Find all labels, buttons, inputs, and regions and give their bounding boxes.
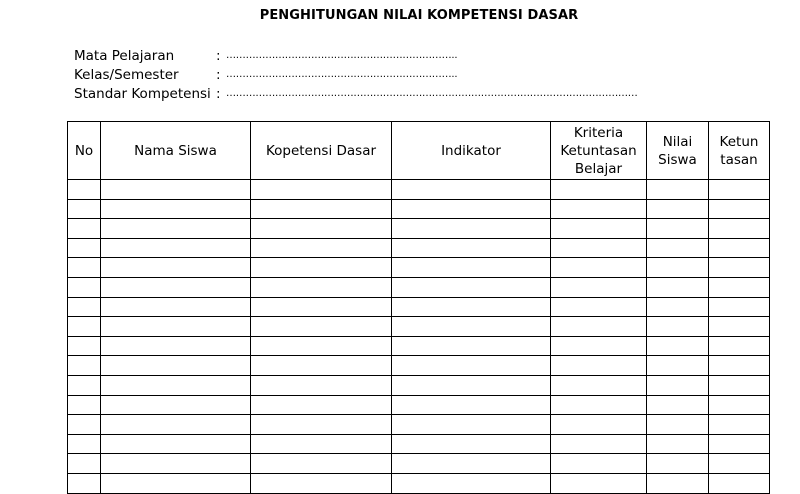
header-kkb-line-1: Kriteria [573,124,624,141]
table-cell[interactable] [551,199,647,219]
header-kkb-line-2: Ketuntasan [560,142,637,159]
table-cell[interactable] [709,434,770,454]
table-cell[interactable] [709,238,770,258]
table-cell[interactable] [251,317,392,337]
table-body [68,180,770,494]
table-cell[interactable] [647,277,709,297]
table-cell[interactable] [392,180,551,200]
table-cell[interactable] [68,180,101,200]
table-cell[interactable] [251,375,392,395]
table-row [68,454,770,474]
table-cell[interactable] [68,317,101,337]
table-cell[interactable] [647,395,709,415]
table-cell[interactable] [68,415,101,435]
table-cell[interactable] [251,277,392,297]
table-cell[interactable] [709,297,770,317]
table-cell[interactable] [68,277,101,297]
table-cell[interactable] [68,356,101,376]
table-row [68,395,770,415]
table-row [68,356,770,376]
table-cell[interactable] [101,317,251,337]
table-cell[interactable] [101,258,251,278]
table-cell[interactable] [251,238,392,258]
header-nilai-line-2: Siswa [658,151,697,168]
table-cell[interactable] [392,395,551,415]
table-cell[interactable] [647,356,709,376]
header-ketuntasan-line-1: Ketun [719,133,759,150]
table-cell[interactable] [709,258,770,278]
table-cell[interactable] [551,356,647,376]
header-nilai-siswa [647,122,709,180]
table-cell[interactable] [709,375,770,395]
table-row [68,258,770,278]
table-cell[interactable] [392,454,551,474]
table-cell[interactable] [251,395,392,415]
table-cell[interactable] [101,238,251,258]
table-cell[interactable] [551,336,647,356]
table-cell[interactable] [709,336,770,356]
table-cell[interactable] [101,297,251,317]
table-row [68,473,770,493]
header-indikator-text: Indikator [441,142,501,159]
table-cell[interactable] [392,375,551,395]
table-cell[interactable] [251,356,392,376]
table-cell[interactable] [551,415,647,435]
table-cell[interactable] [647,454,709,474]
table-cell[interactable] [392,434,551,454]
table-cell[interactable] [68,434,101,454]
table-cell[interactable] [551,375,647,395]
table-cell[interactable] [647,297,709,317]
table-cell[interactable] [551,473,647,493]
header-nama-siswa-text: Nama Siswa [134,142,217,159]
header-kopetensi-dasar [251,122,392,180]
field-fill-line[interactable]: …………………………………………………………….. [226,50,458,61]
table-cell[interactable] [709,219,770,239]
table-cell[interactable] [251,297,392,317]
table-cell[interactable] [101,395,251,415]
table-cell[interactable] [392,356,551,376]
table-cell[interactable] [551,297,647,317]
table-cell[interactable] [551,258,647,278]
table-cell[interactable] [647,238,709,258]
table-cell[interactable] [392,415,551,435]
table-cell[interactable] [647,415,709,435]
table-cell[interactable] [101,454,251,474]
table-row [68,238,770,258]
table-row [68,199,770,219]
table-cell[interactable] [647,199,709,219]
table-cell[interactable] [647,219,709,239]
table-cell[interactable] [68,336,101,356]
table-cell[interactable] [709,415,770,435]
table-cell[interactable] [392,317,551,337]
header-no-text: No [74,142,94,159]
table-cell[interactable] [551,454,647,474]
table-cell[interactable] [647,258,709,278]
table-cell[interactable] [709,356,770,376]
table-cell[interactable] [709,277,770,297]
table-cell[interactable] [68,454,101,474]
table-cell[interactable] [709,454,770,474]
table-cell[interactable] [709,473,770,493]
table-cell[interactable] [101,415,251,435]
field-colon: : [216,86,221,102]
table-cell[interactable] [101,180,251,200]
table-cell[interactable] [68,238,101,258]
header-ketuntasan [709,122,770,180]
table-cell[interactable] [647,180,709,200]
table-cell[interactable] [551,238,647,258]
table-cell[interactable] [251,434,392,454]
table-cell[interactable] [251,219,392,239]
table-cell[interactable] [392,336,551,356]
field-fill-line[interactable]: ……………………………………………………………………………………………………………… [226,88,638,99]
table-cell[interactable] [551,434,647,454]
table-cell[interactable] [68,219,101,239]
table-cell[interactable] [68,258,101,278]
field-label: Mata Pelajaran [74,48,175,64]
table-cell[interactable] [101,375,251,395]
header-no [68,122,101,180]
table-cell[interactable] [551,395,647,415]
table-cell[interactable] [101,336,251,356]
table-cell[interactable] [392,238,551,258]
table-cell[interactable] [68,297,101,317]
table-row [68,180,770,200]
field-colon: : [216,48,221,64]
table-cell[interactable] [68,375,101,395]
table-cell[interactable] [68,473,101,493]
field-label: Standar Kompetensi [74,86,211,102]
header-nilai-line-1: Nilai [662,133,693,150]
table-cell[interactable] [647,375,709,395]
table-cell[interactable] [647,317,709,337]
document-title: PENGHITUNGAN NILAI KOMPETENSI DASAR [259,8,579,23]
field-label: Kelas/Semester [74,67,179,83]
table-cell[interactable] [551,317,647,337]
table-cell[interactable] [251,473,392,493]
table-cell[interactable] [251,454,392,474]
field-fill-line[interactable]: …………………………………………………………….. [226,69,458,80]
table-cell[interactable] [709,317,770,337]
table-cell[interactable] [392,277,551,297]
header-kopetensi-dasar-text: Kopetensi Dasar [265,142,377,159]
field-colon: : [216,67,221,83]
table-cell[interactable] [709,180,770,200]
header-indikator [392,122,551,180]
table-cell[interactable] [392,258,551,278]
table-cell[interactable] [392,297,551,317]
table-cell[interactable] [392,219,551,239]
table-cell[interactable] [551,277,647,297]
table-cell[interactable] [251,258,392,278]
header-kkb-line-3: Belajar [574,160,623,177]
table-cell[interactable] [392,473,551,493]
table-row [68,219,770,239]
table-row [68,336,770,356]
table-row [68,434,770,454]
table-cell[interactable] [101,277,251,297]
table-row [68,277,770,297]
table-row [68,375,770,395]
table-cell[interactable] [647,473,709,493]
table-row [68,297,770,317]
table-row [68,317,770,337]
table-cell[interactable] [647,336,709,356]
header-nama-siswa [101,122,251,180]
header-ketuntasan-line-2: tasan [720,151,758,168]
table-cell[interactable] [251,415,392,435]
table-cell[interactable] [68,395,101,415]
table-cell[interactable] [551,180,647,200]
table-cell[interactable] [251,199,392,219]
table-cell[interactable] [101,219,251,239]
table-cell[interactable] [392,199,551,219]
table-cell[interactable] [709,199,770,219]
table-cell[interactable] [101,356,251,376]
table-header-row [68,122,770,180]
table-cell[interactable] [68,199,101,219]
table-cell[interactable] [101,434,251,454]
table-cell[interactable] [551,219,647,239]
table-cell[interactable] [101,473,251,493]
header-kriteria-ketuntasan-belajar [551,122,647,180]
assessment-table [67,121,770,494]
table-cell[interactable] [647,434,709,454]
table-cell[interactable] [251,336,392,356]
table-cell[interactable] [709,395,770,415]
table-cell[interactable] [251,180,392,200]
table-row [68,415,770,435]
table-cell[interactable] [101,199,251,219]
